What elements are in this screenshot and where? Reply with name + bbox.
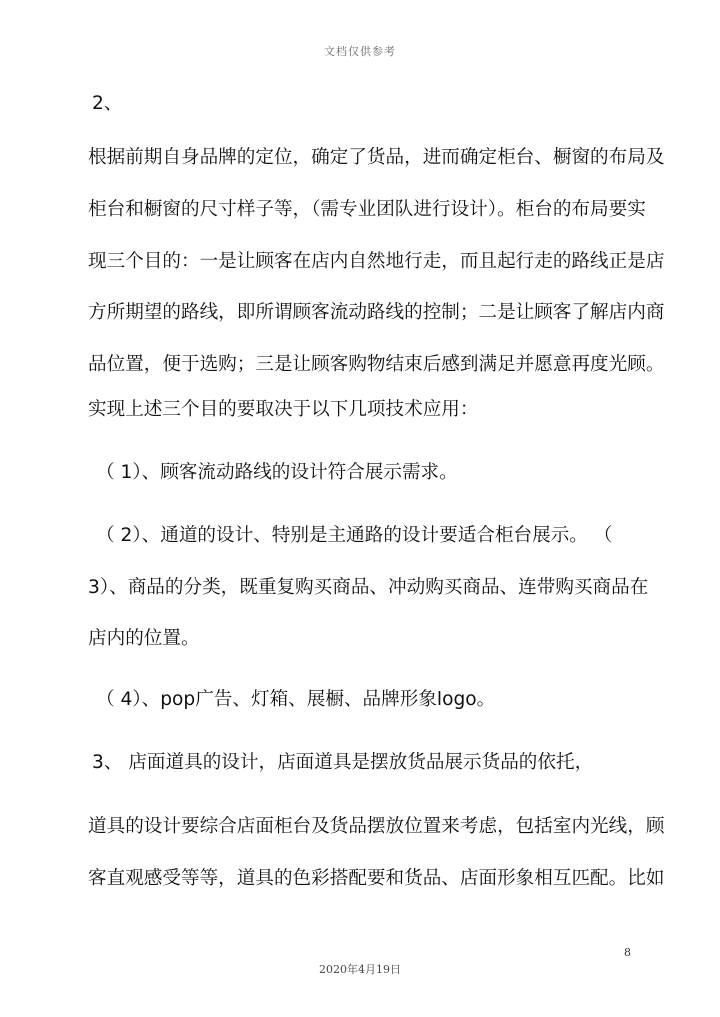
list-item-4: （ 4）、pop广告、灯箱、展橱、品牌形象logo。: [96, 689, 496, 710]
paragraph-line: 方所期望的路线，即所谓顾客流动路线的控制；二是让顾客了解店内商: [88, 302, 665, 323]
list-item-2: （ 2）、通道的设计、特别是主通路的设计要适合柜台展示。 （: [96, 525, 613, 546]
section-heading-2: 2、: [92, 93, 123, 114]
page-footer-date: 2020年4月19日: [319, 963, 401, 976]
paragraph-line: 柜台和橱窗的尺寸样子等，（需专业团队进行设计）。柜台的布局要实: [88, 199, 646, 220]
paragraph-line: 现三个目的：一是让顾客在店内自然地行走，而且起行走的路线正是店: [88, 251, 665, 272]
paragraph-line: 客直观感受等等，道具的色彩搭配要和货品、店面形象相互匹配。比如: [88, 868, 665, 889]
paragraph-line: 实现上述三个目的要取决于以下几项技术应用：: [88, 399, 479, 420]
section-heading-3: 3、 店面道具的设计，店面道具是摆放货品展示货品的依托，: [92, 752, 594, 773]
page-header: 文档仅供参考: [324, 45, 396, 58]
list-item-3: 3）、商品的分类，既重复购买商品、冲动购买商品、连带购买商品在: [88, 577, 649, 598]
page-number: 8: [624, 946, 631, 959]
paragraph-line: 品位置，便于选购；三是让顾客购物结束后感到满足并愿意再度光顾。: [88, 354, 665, 375]
list-item-1: （ 1）、顾客流动路线的设计符合展示需求。: [96, 462, 458, 483]
paragraph-line: 道具的设计要综合店面柜台及货品摆放位置来考虑，包括室内光线，顾: [88, 816, 665, 837]
list-item-3-continued: 店内的位置。: [88, 628, 200, 649]
paragraph-line: 根据前期自身品牌的定位，确定了货品，进而确定柜台、橱窗的布局及: [88, 147, 665, 168]
